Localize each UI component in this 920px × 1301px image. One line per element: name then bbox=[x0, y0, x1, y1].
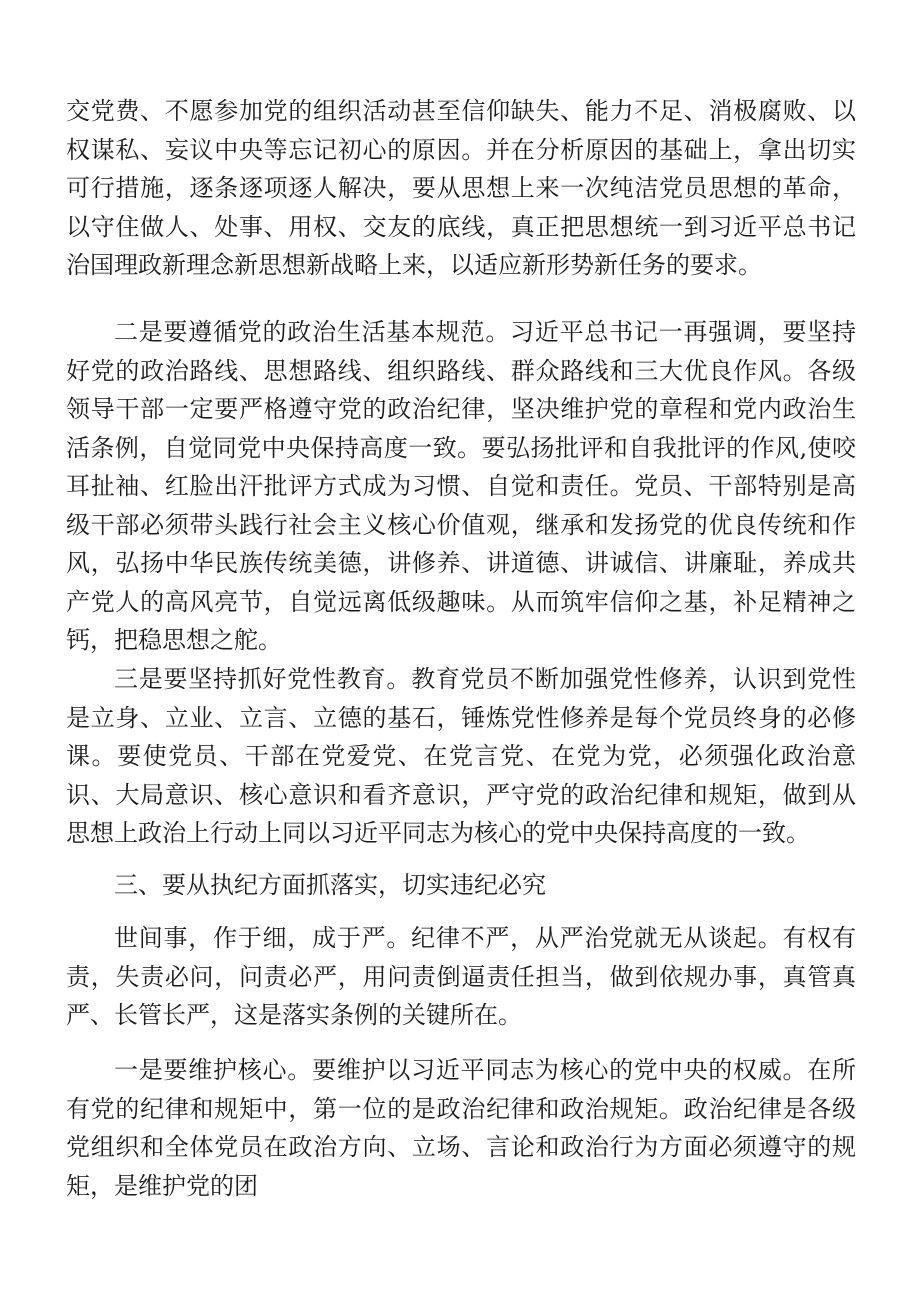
paragraph-political-life-norms: 二是要遵循党的政治生活基本规范。习近平总书记一再强调，要坚持好党的政治路线、思想路线、组织路线、群众路线和三大优良作风。各级领导干部一定要严格遵守党的政治纪律，坚决维护党的章程和党内政治生活条例，自觉同党中央保持高度一致。要弘扬批评和自我批评的作风,使咬耳扯袖、红脸出汗批评方式成为习惯、自觉和责任。党员、干部特别是高级干部必须带头践行社会主义核心价值观，继承和发扬党的优良传统和作风，弘扬中华民族传统美德，讲修养、讲道德、讲诚信、讲廉耻，养成共产党人的高风亮节，自觉远离低级趣味。从而筑牢信仰之基，补足精神之钙，把稳思想之舵。 bbox=[66, 318, 856, 654]
paragraph-continuation: 交党费、不愿参加党的组织活动甚至信仰缺失、能力不足、消极腐败、以权谋私、妄议中央等忘记初心的原因。并在分析原因的基础上，拿出切实可行措施，逐条逐项逐人解决，要从思想上来一次纯洁党员思想的革命，以守住做人、处事、用权、交友的底线，真正把思想统一到习近平总书记治国理政新理念新思想新战略上来，以适应新形势新任务的要求。 bbox=[66, 97, 856, 279]
paragraph-strict-discipline: 世间事，作于细，成于严。纪律不严，从严治党就无从谈起。有权有责，失责必问，问责必严，用问责倒逼责任担当，做到依规办事，真管真严、长管长严，这是落实条例的关键所在。 bbox=[66, 924, 856, 1029]
section-heading-discipline: 三、要从执纪方面抓落实，切实违纪必究 bbox=[114, 871, 546, 899]
paragraph-party-spirit-education: 三是要坚持抓好党性教育。教育党员不断加强党性修养，认识到党性是立身、立业、立言、立德的基石，锤炼党性修养是每个党员终身的必修课。要使党员、干部在党爱党、在党言党、在党为党，必须强化政治意识、大局意识、核心意识和看齐意识，严守党的政治纪律和规矩，做到从思想上政治上行动上同以习近平同志为核心的党中央保持高度的一致。 bbox=[66, 665, 856, 847]
paragraph-maintain-core: 一是要维护核心。要维护以习近平同志为核心的党中央的权威。在所有党的纪律和规矩中，第一位的是政治纪律和政治规矩。政治纪律是各级党组织和全体党员在政治方向、立场、言论和政治行为方面必须遵守的规矩，是维护党的团 bbox=[66, 1056, 856, 1200]
